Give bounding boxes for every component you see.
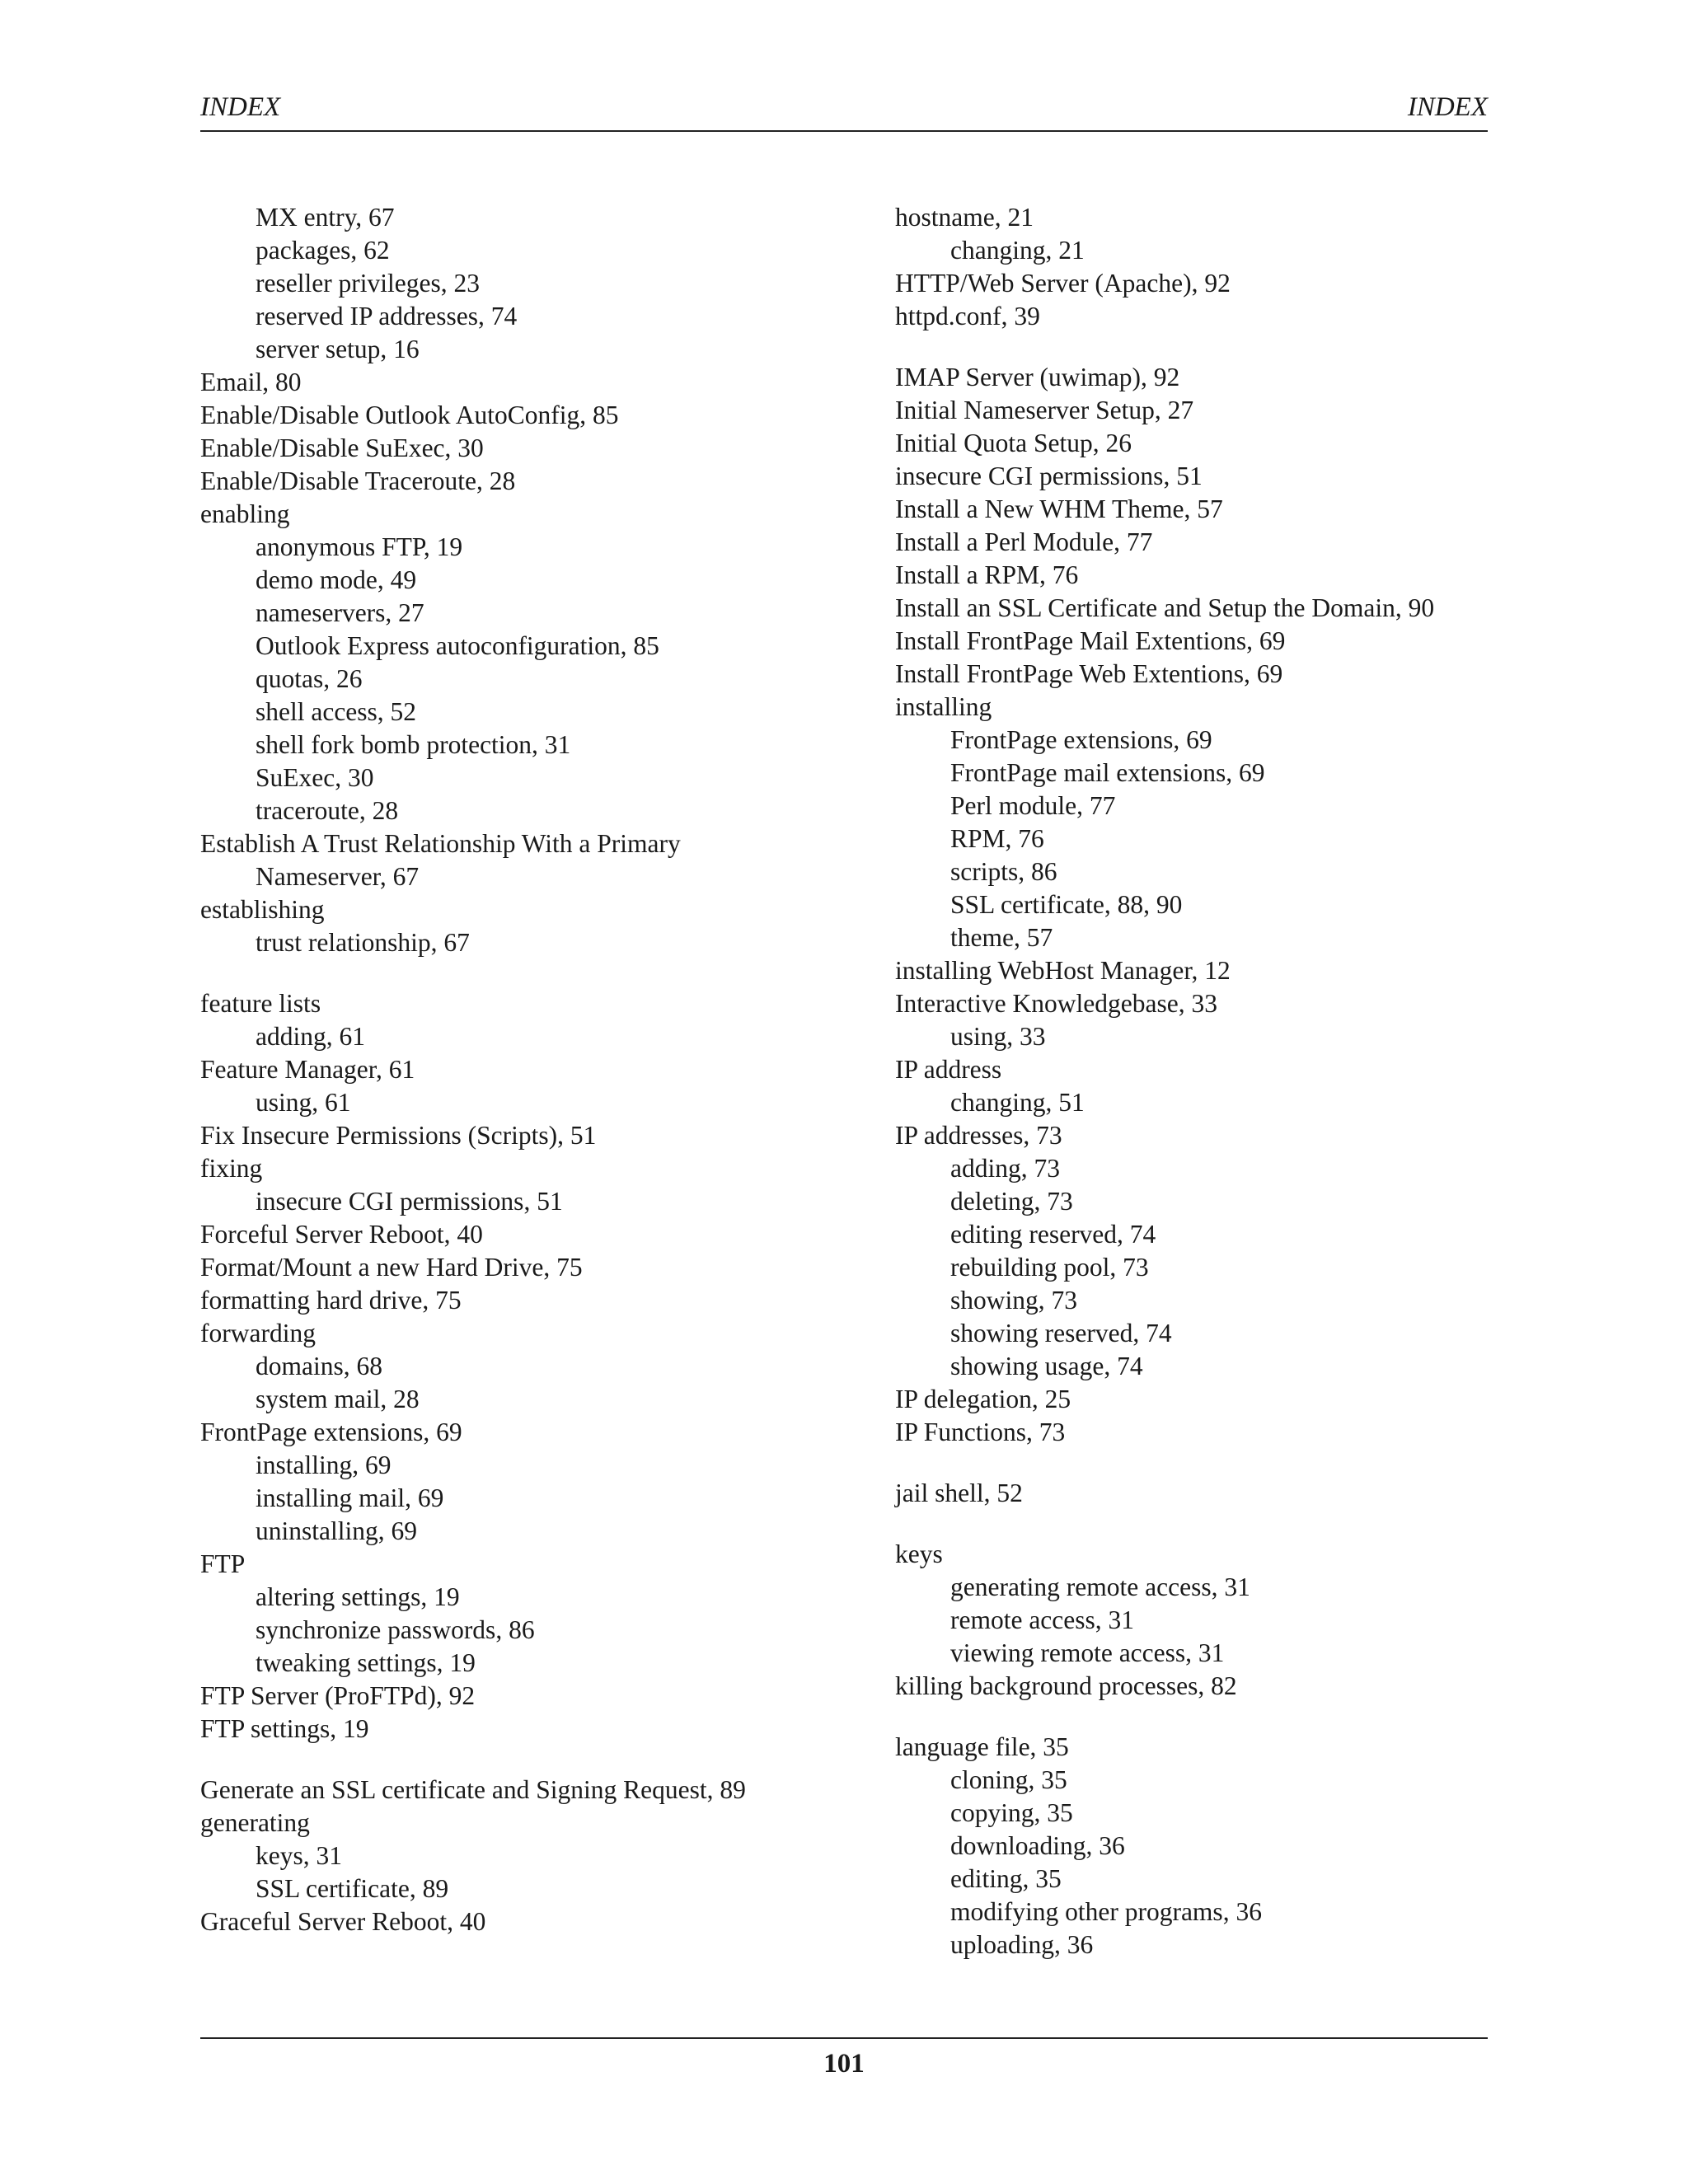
letter-group-gap xyxy=(200,1746,802,1774)
index-entry: keys xyxy=(895,1540,943,1568)
letter-group-gap xyxy=(200,959,802,987)
index-entry: IP Functions, 73 xyxy=(895,1418,1066,1446)
running-header xyxy=(200,92,1488,132)
index-subentry: reserved IP addresses, 74 xyxy=(256,302,518,330)
index-subentry: cloning, 35 xyxy=(950,1765,1067,1794)
index-entry: feature lists xyxy=(200,989,321,1018)
index-entry: enabling xyxy=(200,499,290,528)
header-left-title: INDEX xyxy=(200,92,281,122)
index-entry: forwarding xyxy=(200,1319,316,1347)
index-subentry: packages, 62 xyxy=(256,236,390,265)
index-subentry: tweaking settings, 19 xyxy=(256,1648,476,1677)
index-entry: language file, 35 xyxy=(895,1732,1069,1761)
index-entry: IP addresses, 73 xyxy=(895,1121,1062,1150)
index-entry: httpd.conf, 39 xyxy=(895,302,1040,330)
index-entry: Establish A Trust Relationship With a Primary Nameserver, 67 xyxy=(200,829,681,891)
index-entry: insecure CGI permissions, 51 xyxy=(895,462,1203,490)
index-subentry: scripts, 86 xyxy=(950,857,1057,886)
index-subentry: generating remote access, 31 xyxy=(950,1572,1250,1601)
index-entry: Enable/Disable Outlook AutoConfig, 85 xyxy=(200,401,619,429)
index-subentry: editing, 35 xyxy=(950,1864,1062,1893)
index-entry: Generate an SSL certificate and Signing Request, 89 xyxy=(200,1775,746,1804)
index-entry: Install an SSL Certificate and Setup the Domain, 90 xyxy=(895,593,1435,622)
index-subentry: nameservers, 27 xyxy=(256,598,424,627)
index-entry: Interactive Knowledgebase, 33 xyxy=(895,989,1217,1018)
index-subentry: installing, 69 xyxy=(256,1451,392,1479)
page-footer xyxy=(200,2037,1488,2079)
page-number: 101 xyxy=(823,2049,865,2079)
index-subentry: rebuilding pool, 73 xyxy=(950,1253,1149,1282)
index-subentry: showing reserved, 74 xyxy=(950,1319,1172,1347)
index-subentry: adding, 73 xyxy=(950,1154,1060,1183)
index-subentry: changing, 21 xyxy=(950,236,1085,265)
index-column-left xyxy=(200,201,802,1938)
index-entry: Graceful Server Reboot, 40 xyxy=(200,1907,486,1936)
index-subentry: viewing remote access, 31 xyxy=(950,1638,1225,1667)
index-entry: fixing xyxy=(200,1154,263,1183)
index-entry: establishing xyxy=(200,895,325,924)
index-subentry: shell fork bomb protection, 31 xyxy=(256,730,571,759)
index-entry: Install a New WHM Theme, 57 xyxy=(895,494,1223,523)
index-column-right xyxy=(895,201,1497,1961)
index-entry: Enable/Disable Traceroute, 28 xyxy=(200,466,516,495)
index-entry: Feature Manager, 61 xyxy=(200,1055,415,1084)
index-subentry: traceroute, 28 xyxy=(256,796,399,825)
index-subentry: system mail, 28 xyxy=(256,1385,420,1413)
index-entry: FTP xyxy=(200,1549,246,1578)
index-entry: installing xyxy=(895,692,992,721)
index-subentry: uploading, 36 xyxy=(950,1930,1094,1959)
index-subentry: reseller privileges, 23 xyxy=(256,269,481,298)
index-entry: installing WebHost Manager, 12 xyxy=(895,956,1231,985)
index-subentry: trust relationship, 67 xyxy=(256,928,470,957)
index-subentry: demo mode, 49 xyxy=(256,565,417,594)
letter-group-gap xyxy=(895,1510,1497,1538)
index-entry: FrontPage extensions, 69 xyxy=(200,1418,462,1446)
index-entry: Initial Quota Setup, 26 xyxy=(895,429,1132,457)
index-subentry: SSL certificate, 88, 90 xyxy=(950,890,1183,919)
header-right-title: INDEX xyxy=(1407,92,1488,122)
index-entry: Install FrontPage Web Extentions, 69 xyxy=(895,659,1283,688)
index-subentry: FrontPage extensions, 69 xyxy=(950,725,1212,754)
index-entry: Install a RPM, 76 xyxy=(895,560,1079,589)
index-subentry: server setup, 16 xyxy=(256,335,420,363)
index-subentry: installing mail, 69 xyxy=(256,1483,444,1512)
index-entry: FTP Server (ProFTPd), 92 xyxy=(200,1681,476,1710)
index-subentry: domains, 68 xyxy=(256,1352,382,1380)
index-entry: jail shell, 52 xyxy=(895,1479,1023,1507)
index-subentry: downloading, 36 xyxy=(950,1831,1125,1860)
index-subentry: showing usage, 74 xyxy=(950,1352,1143,1380)
index-subentry: synchronize passwords, 86 xyxy=(256,1615,535,1644)
index-subentry: keys, 31 xyxy=(256,1841,342,1870)
index-subentry: SSL certificate, 89 xyxy=(256,1874,449,1903)
index-subentry: Outlook Express autoconfiguration, 85 xyxy=(256,631,659,660)
index-subentry: SuExec, 30 xyxy=(256,763,374,792)
index-entry: Format/Mount a new Hard Drive, 75 xyxy=(200,1253,583,1282)
index-subentry: remote access, 31 xyxy=(950,1605,1135,1634)
index-subentry: uninstalling, 69 xyxy=(256,1516,417,1545)
index-subentry: deleting, 73 xyxy=(950,1187,1073,1216)
index-subentry: adding, 61 xyxy=(256,1022,365,1051)
index-entry: hostname, 21 xyxy=(895,203,1034,232)
index-entry: killing background processes, 82 xyxy=(895,1671,1237,1700)
letter-group-gap xyxy=(895,333,1497,361)
index-subentry: MX entry, 67 xyxy=(256,203,395,232)
index-subentry: RPM, 76 xyxy=(950,824,1044,853)
index-entry: IMAP Server (uwimap), 92 xyxy=(895,363,1180,391)
index-entry: Email, 80 xyxy=(200,368,302,396)
index-subentry: insecure CGI permissions, 51 xyxy=(256,1187,563,1216)
index-subentry: shell access, 52 xyxy=(256,697,417,726)
index-subentry: altering settings, 19 xyxy=(256,1582,460,1611)
index-subentry: using, 33 xyxy=(950,1022,1046,1051)
index-entry: Enable/Disable SuExec, 30 xyxy=(200,434,484,462)
index-entry: Fix Insecure Permissions (Scripts), 51 xyxy=(200,1121,597,1150)
index-subentry: using, 61 xyxy=(256,1088,351,1117)
index-entry: IP delegation, 25 xyxy=(895,1385,1071,1413)
index-entry: formatting hard drive, 75 xyxy=(200,1286,462,1315)
index-subentry: FrontPage mail extensions, 69 xyxy=(950,758,1265,787)
index-subentry: modifying other programs, 36 xyxy=(950,1897,1262,1926)
index-entry: IP address xyxy=(895,1055,1002,1084)
index-subentry: changing, 51 xyxy=(950,1088,1085,1117)
index-subentry: theme, 57 xyxy=(950,923,1053,952)
letter-group-gap xyxy=(895,1449,1497,1477)
index-entry: Forceful Server Reboot, 40 xyxy=(200,1220,483,1249)
index-entry: Install a Perl Module, 77 xyxy=(895,527,1153,556)
index-entry: Install FrontPage Mail Extentions, 69 xyxy=(895,626,1286,655)
index-subentry: copying, 35 xyxy=(950,1798,1073,1827)
index-entry: FTP settings, 19 xyxy=(200,1714,369,1743)
letter-group-gap xyxy=(895,1703,1497,1731)
index-entry: HTTP/Web Server (Apache), 92 xyxy=(895,269,1231,298)
index-entry: generating xyxy=(200,1808,310,1837)
index-subentry: editing reserved, 74 xyxy=(950,1220,1156,1249)
index-subentry: showing, 73 xyxy=(950,1286,1078,1315)
index-entry: Initial Nameserver Setup, 27 xyxy=(895,396,1194,424)
index-subentry: anonymous FTP, 19 xyxy=(256,532,463,561)
index-subentry: quotas, 26 xyxy=(256,664,363,693)
index-subentry: Perl module, 77 xyxy=(950,791,1116,820)
